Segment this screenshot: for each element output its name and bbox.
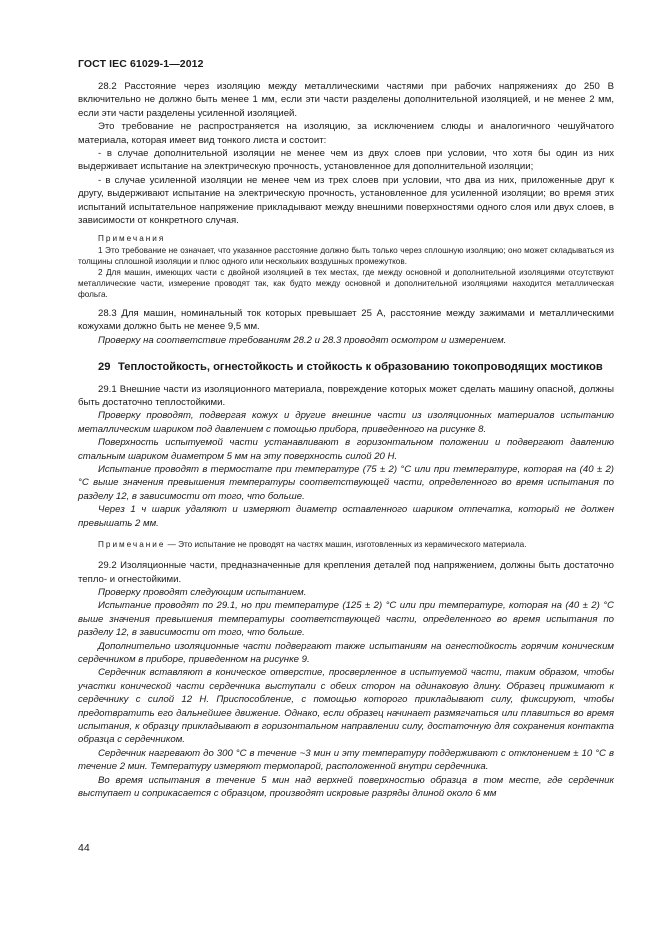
note-text: — Это испытание не проводят на частях машин, изготовленных из керамического материала.	[165, 539, 527, 549]
clause-28-2: 28.2 Расстояние через изоляцию между металлическими частями при рабочих напряжениях до 250 В включительно не должно быть менее 1 мм, если эти части разделены дополнительной изоляцией, и не менее 2 мм, если эти части разделены усиленной изоляцией.	[78, 81, 614, 119]
notes-heading: Примечания	[98, 234, 166, 244]
clause-29-1-test-2: Поверхность испытуемой части устанавливают в горизонтальном положении и подвергают давлению стальным шариком диаметром 5 мм на эту поверхность силой 20 Н.	[78, 437, 614, 462]
note-1: 1 Это требование не означает, что указанное расстояние должно быть только через сплошную изоляцию; оно может складываться из толщины сплошной изоляции и плюс одного или нескольких воздушных промежутков.	[78, 245, 614, 266]
clause-29-2-test-2: Испытание проводят по 29.1, но при температуре (125 ± 2) °С или при температуре, которая на (40 ± 2) °С выше значения превышения температуры соответствующей части, определенного во время испытания по разделу 12, в зависимости от того, что больше.	[78, 600, 614, 639]
note-29-1	[78, 539, 614, 550]
clause-29-1-test-4: Через 1 ч шарик удаляют и измеряют диаметр оставленного шариком отпечатка, который не должен превышать 2 мм.	[78, 504, 614, 529]
clause-29-1: 29.1 Внешние части из изоляционного материала, повреждение которых может сделать машину опасной, должны быть достаточно теплостойкими.	[78, 383, 614, 408]
clause-29-2-test-3: Дополнительно изоляционные части подвергают также испытаниям на огнестойкость горячим коническим сердечником в приборе, приведенном на рисунке 9.	[78, 640, 614, 666]
section-29-heading	[98, 361, 614, 375]
clause-29-2-test-4: Сердечник вставляют в коническое отверстие, просверленное в испытуемой части, таким образом, чтобы участки конической части сердечника выступали с обеих сторон на одинаковую длину. Образец прижимают к сердечнику с силой 12 Н. Приспособление, с помощью которого прикладывают силу, фиксируют, чтобы предотвратить его дальнейшее движение. Однако, если образец начинает размягчаться или плавиться во время испытания, к образцу прикладывают в горизонтальном направлении силу, достаточную для сохранения контакта образца с сердечником.	[78, 667, 614, 746]
clause-29-2: 29.2 Изоляционные части, предназначенные для крепления деталей под напряжением, должны быть достаточно тепло- и огнестойкими.	[78, 560, 614, 585]
clause-29-1-test-1: Проверку проводят, подвергая кожух и другие внешние части из изоляционных материалов испытанию металлическим шариком под давлением с помощью прибора, приведенного на рисунке 8.	[78, 410, 614, 435]
page-number: 44	[78, 842, 90, 854]
clause-28-2-bullet-1: - в случае дополнительной изоляции не менее чем из двух слоев при условии, что хотя бы один из них выдерживает испытание на электрическую прочность, установленное для дополнительной изоляции;	[78, 148, 614, 173]
notes-block	[78, 233, 614, 300]
spacer	[78, 530, 614, 539]
clause-28-2-bullet-2: - в случае усиленной изоляции не менее чем из трех слоев при условии, что два из них, приложенные друг к другу, выдерживают испытание на электрическую прочность, установленное для усиленной изоляции; во время этих испытаний испытательное напряжение прикладывают между внешними поверхностями одного слоя или двух слоев, в зависимости от конкретного случая.	[78, 174, 614, 227]
clause-29-1-test-3: Испытание проводят в термостате при температуре (75 ± 2) °С или при температуре, которая на (40 ± 2) °С выше значения превышения температуры соответствующей части, определенного во время испытания по разделу 12, в зависимости от того, что больше.	[78, 463, 614, 502]
document-header: ГОСТ IEC 61029-1—2012	[78, 58, 204, 70]
section-title: Теплостойкость, огнестойкость и стойкость к образованию токопроводящих мостиков	[118, 360, 603, 373]
clause-28-3: 28.3 Для машин, номинальный ток которых превышает 25 А, расстояние между зажимами и металлическими кожухами должно быть не менее 9,5 мм.	[78, 307, 614, 333]
note-label: Примечание	[98, 539, 166, 549]
section-number: 29	[98, 360, 111, 373]
spacer	[78, 550, 614, 559]
note-2: 2 Для машин, имеющих части с двойной изоляцией в тех местах, где между основной и дополнительной изоляциями отсутствуют металлические части, измерение проводят так, как будто между основной и дополнительной изоляциями находится металлическая фольга.	[78, 268, 614, 300]
clause-29-2-test-5: Сердечник нагревают до 300 °С в течение ~3 мин и эту температуру поддерживают с отклонением ± 10 °С в течение 2 мин. Температуру измеряют термопарой, расположенной внутри сердечника.	[78, 747, 614, 773]
clause-28-2-requirement: Это требование не распространяется на изоляцию, за исключением слюды и аналогичного чешуйчатого материала, которая имеет вид тонкого листа и состоит:	[78, 121, 614, 146]
clause-28-3-check: Проверку на соответствие требованиям 28.2 и 28.3 проводят осмотром и измерением.	[98, 334, 507, 346]
document-body	[78, 80, 614, 800]
clause-29-2-test-6: Во время испытания в течение 5 мин над верхней поверхностью образца в том месте, где сердечник выступает и соприкасается с образцом, производят искровые разряды длиной около 6 мм	[78, 774, 614, 800]
clause-29-2-test-1: Проверку проводят следующим испытанием.	[98, 586, 307, 598]
